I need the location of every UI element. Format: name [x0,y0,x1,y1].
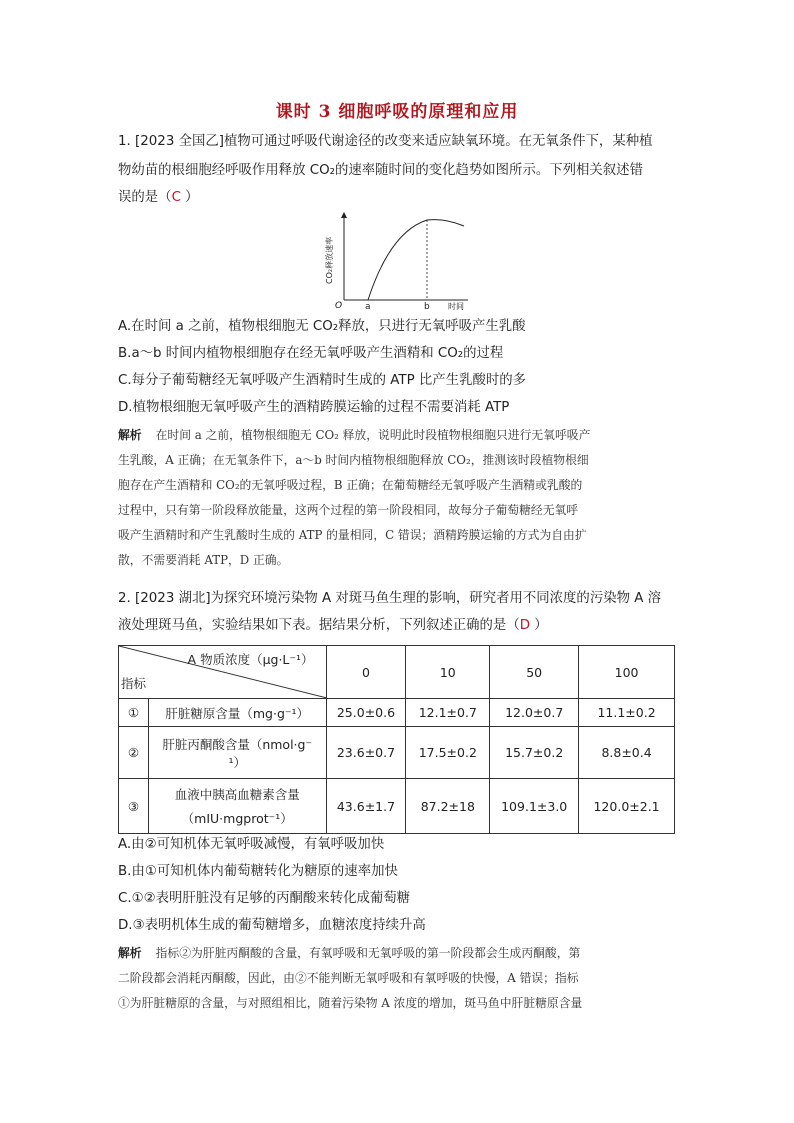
q2-option-d: D.③表明机体生成的葡萄糖增多，血糖浓度持续升高 [118,918,426,933]
diagonal-header-cell [119,646,327,699]
q2-option-c: C.①②表明肝脏没有足够的丙酮酸来转化成葡萄糖 [118,891,411,906]
q1-analysis-line-3: 胞存在产生酒精和 CO₂的无氧呼吸过程，B 正确；在葡萄糖经无氧呼吸产生酒精或乳酸的 [118,478,583,492]
table-cell: 120.0±2.1 [579,779,675,834]
row-number: ② [119,727,149,779]
table-header-row [119,646,675,699]
row-indicator: 肝脏糖原含量（mg·g⁻¹） [148,699,326,727]
q2-stem-line-1: 2. [2023 湖北]为探究环境污染物 A 对斑马鱼生理的影响，研究者用不同浓度的污染物 A 溶 [118,591,662,606]
table-cell: 109.1±3.0 [490,779,579,834]
q1-analysis-label: 解析 [118,428,142,442]
table-cell: 12.1±0.7 [406,699,490,727]
q1-analysis-line-5: 吸产生酒精时和产生乳酸时生成的 ATP 的量相同，C 错误；酒精跨膜运输的方式为自由扩 [118,528,587,542]
row-indicator: 血液中胰高血糖素含量 （mIU·mgprot⁻¹） [148,779,326,834]
q1-analysis-line-6: 散，不需要消耗 ATP，D 正确。 [118,553,289,567]
page-title: 课时 3 细胞呼吸的原理和应用 [275,102,519,122]
q2-answer: D [519,618,531,633]
co2-release-chart [320,208,480,314]
header-conc-0: 0 [326,646,406,699]
q1-analysis-line-1: 解析 在时间 a 之前，植物根细胞无 CO₂ 释放，说明此时段植物根细胞只进行无氧呼吸产 [118,428,591,442]
table-cell: 43.6±1.7 [326,779,406,834]
table-cell: 8.8±0.4 [579,727,675,779]
q2-option-b: B.由①可知机体内葡萄糖转化为糖原的速率加快 [118,864,398,879]
q1-option-c: C.每分子葡萄糖经无氧呼吸产生酒精时生成的 ATP 比产生乳酸时的多 [118,373,527,388]
row-indicator: 肝脏丙酮酸含量（nmol·g⁻ ¹） [148,727,326,779]
q1-analysis-line-2: 生乳酸，A 正确；在无氧条件下，a～b 时间内植物根细胞释放 CO₂，推测该时段植物根细 [118,453,589,467]
table-cell: 87.2±18 [406,779,490,834]
q2-analysis-line-3: ①为肝脏糖原的含量，与对照组相比，随着污染物 A 浓度的增加，斑马鱼中肝脏糖原含量 [118,996,583,1010]
table-cell: 25.0±0.6 [326,699,406,727]
header-conc-50: 50 [490,646,579,699]
header-concentration: A 物质浓度（μg·L⁻¹） [187,652,314,667]
q1-option-d: D.植物根细胞无氧呼吸产生的酒精跨膜运输的过程不需要消耗 ATP [118,400,510,415]
y-axis-label: CO₂释放速率 [325,236,334,284]
table-row [119,779,675,834]
table-row [119,727,675,779]
header-conc-100: 100 [579,646,675,699]
q1-stem-line-1: 1. [2023 全国乙]植物可通过呼吸代谢途径的改变来适应缺氧环境。在无氧条件下，某种植 [118,134,653,149]
q2-analysis [118,941,676,1016]
table-cell: 17.5±0.2 [406,727,490,779]
row-number: ① [119,699,149,727]
header-indicator: 指标 [121,676,147,691]
x-tick-b: b [424,302,430,312]
origin-label: O [335,301,343,311]
table-row [119,699,675,727]
table-cell: 23.6±0.7 [326,727,406,779]
q2-option-a: A.由②可知机体无氧呼吸减慢，有氧呼吸加快 [118,837,385,852]
header-conc-10: 10 [406,646,490,699]
table-cell: 15.7±0.2 [490,727,579,779]
co2-curve [368,220,464,300]
q1-analysis [118,423,676,573]
q2-analysis-label: 解析 [118,946,142,960]
x-axis-label: 时间 [448,302,464,311]
q1-option-b: B.a～b 时间内植物根细胞存在经无氧呼吸产生酒精和 CO₂的过程 [118,346,504,361]
q1-answer: C [171,190,181,205]
q2-analysis-line-2: 二阶段都会消耗丙酮酸，因此，由②不能判断无氧呼吸和有氧呼吸的快慢，A 错误；指标 [118,971,579,985]
q2-stem-line-2: 液处理斑马鱼，实验结果如下表。据结果分析，下列叙述正确的是（D ） [118,618,548,633]
q1-analysis-line-4: 过程中，只有第一阶段释放能量，这两个过程的第一阶段相同，故每分子葡萄糖经无氧呼 [118,503,579,517]
q2-analysis-line-1: 解析 指标②为肝脏丙酮酸的含量，有氧呼吸和无氧呼吸的第一阶段都会生成丙酮酸，第 [118,946,581,960]
x-tick-a: a [365,302,371,312]
results-table [118,645,675,834]
table-cell: 12.0±0.7 [490,699,579,727]
q1-stem-line-3: 误的是（C ） [118,190,199,205]
q1-option-a: A.在时间 a 之前，植物根细胞无 CO₂释放，只进行无氧呼吸产生乳酸 [118,319,526,334]
q1-stem-line-2: 物幼苗的根细胞经呼吸作用释放 CO₂的速率随时间的变化趋势如图所示。下列相关叙述错 [118,163,643,178]
table-cell: 11.1±0.2 [579,699,675,727]
row-number: ③ [119,779,149,834]
